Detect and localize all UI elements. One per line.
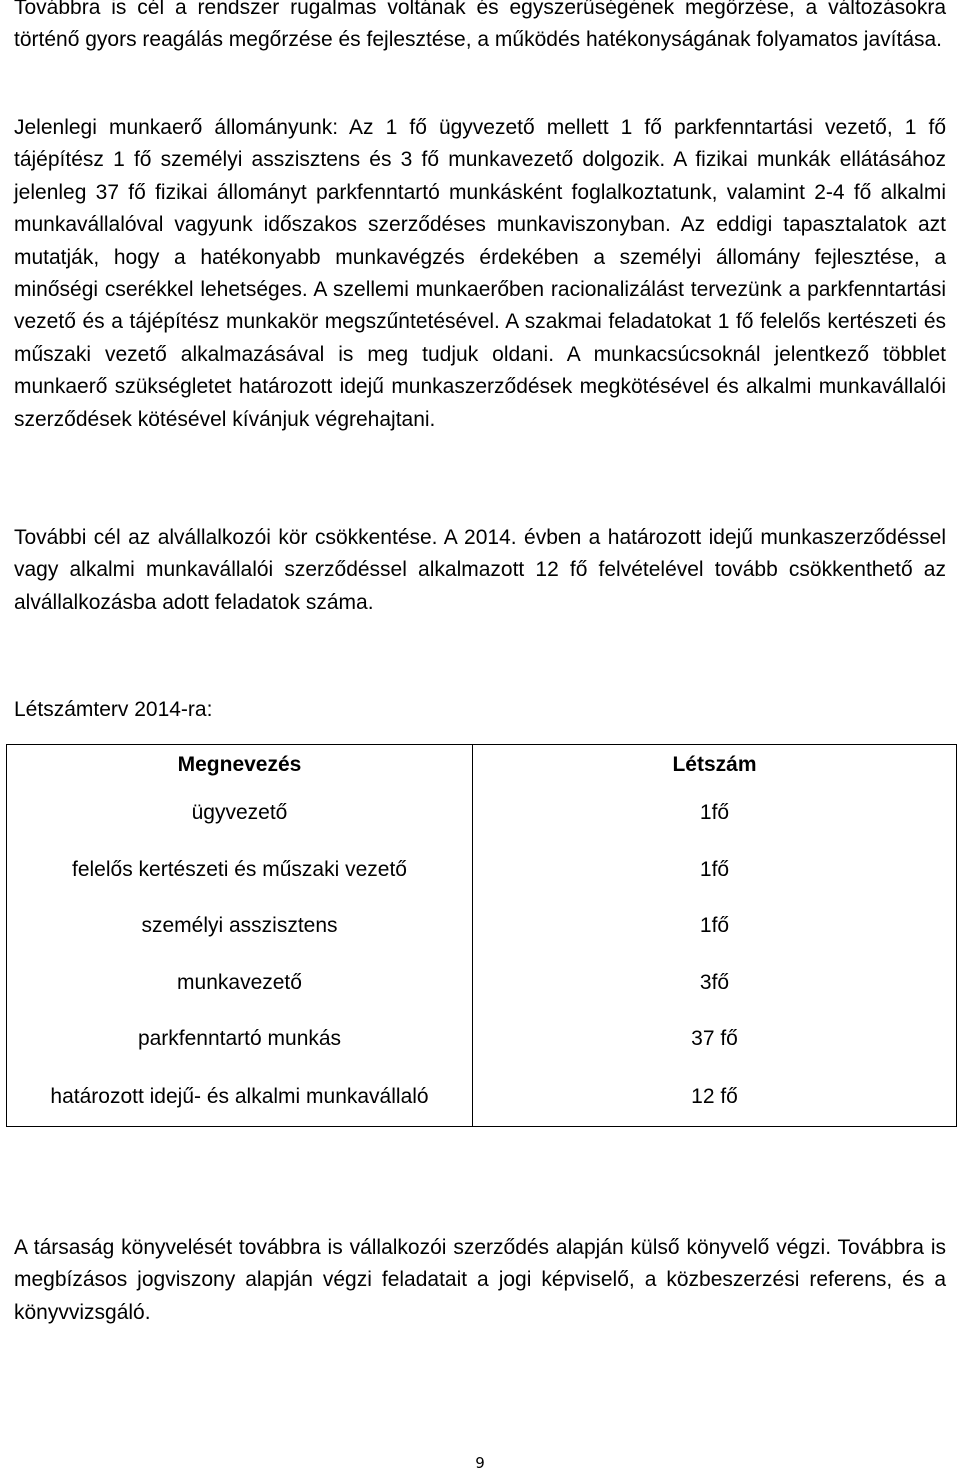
row-count: 3fő bbox=[473, 954, 957, 1011]
table-row bbox=[7, 841, 957, 898]
row-count: 1fő bbox=[473, 898, 957, 955]
row-count: 1fő bbox=[473, 841, 957, 898]
intro-paragraph: Továbbra is cél a rendszer rugalmas voltának és egyszerűségének megőrzése, a változásokra történő gyors reagálás megőrzése és fejlesztése, a működés hatékonyságának folyamatos javítása. bbox=[14, 0, 946, 52]
workforce-paragraph: Jelenlegi munkaerő állományunk: Az 1 fő ügyvezető mellett 1 fő parkfenntartási vezető, 1 fő tájépítész 1 fő személyi asszisztens és 3 fő munkavezető dolgozik. A fizikai munkák ellátásához jelenleg 37 fő fizikai állományt parkfenntartó munkásként foglalkoztatunk, valamint 2-4 fő alkalmi munkavállalóval vagyunk időszakos szerződéses munkaviszonyban. Az eddigi tapasztalatok azt mutatják, hogy a hatékonyabb munkavégzés érdekében a személyi állomány fejlesztése, a minőségi cserékkel lehetséges. A szellemi munkaerőben racionalizálást tervezünk a parkfenntartási vezető és a tájépítész munkakör megszűntetésével. A szakmai feladatokat 1 fő felelős kertészeti és műszaki vezető alkalmazásával is meg tudjuk oldani. A munkacsúcsoknál jelentkező többlet munkaerő szükségletet határozott idejű munkaszerződések megkötésével és alkalmi munkavállalói szerződések kötésével kívánjuk végrehajtani. bbox=[14, 116, 946, 431]
header-count: Létszám bbox=[473, 745, 957, 785]
table-row bbox=[7, 785, 957, 842]
row-count: 12 fő bbox=[473, 1067, 957, 1126]
row-name: ügyvezető bbox=[7, 785, 473, 842]
row-name: felelős kertészeti és műszaki vezető bbox=[7, 841, 473, 898]
subcontractor-paragraph: További cél az alvállalkozói kör csökkentése. A 2014. évben a határozott idejű munkaszerződéssel vagy alkalmi munkavállalói szerződéssel alkalmazott 12 fő felvételével tovább csökkenthető az alvállalkozásba adott feladatok száma. bbox=[14, 526, 946, 614]
row-name: parkfenntartó munkás bbox=[7, 1011, 473, 1068]
row-count: 1fő bbox=[473, 785, 957, 842]
header-name: Megnevezés bbox=[7, 745, 473, 785]
table-header-row bbox=[7, 745, 957, 785]
table-row bbox=[7, 898, 957, 955]
row-name: munkavezető bbox=[7, 954, 473, 1011]
page-number: 9 bbox=[475, 1454, 485, 1472]
table-caption: Létszámterv 2014-ra: bbox=[14, 698, 213, 721]
accounting-paragraph: A társaság könyvelését továbbra is vállalkozói szerződés alapján külső könyvelő végzi. Továbbra is megbízásos jogviszony alapján végzi feladatait a jogi képviselő, a közbeszerzési referens, és a könyvvizsgáló. bbox=[14, 1236, 946, 1324]
table-row bbox=[7, 954, 957, 1011]
table-row bbox=[7, 1067, 957, 1126]
row-name: határozott idejű- és alkalmi munkavállaló bbox=[7, 1067, 473, 1126]
row-name: személyi asszisztens bbox=[7, 898, 473, 955]
row-count: 37 fő bbox=[473, 1011, 957, 1068]
table-row bbox=[7, 1011, 957, 1068]
staffing-plan-table bbox=[6, 744, 957, 1127]
